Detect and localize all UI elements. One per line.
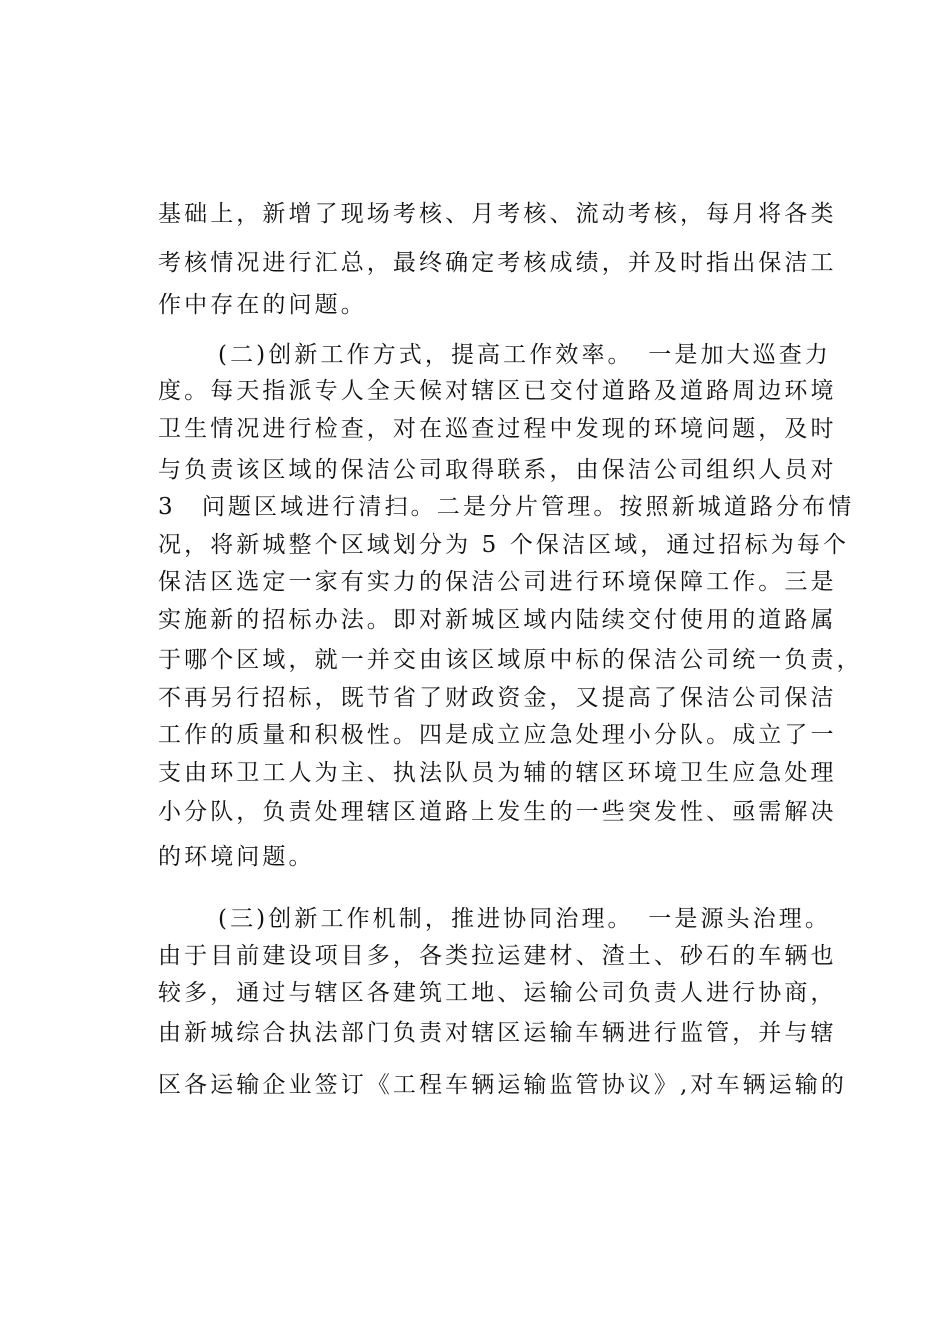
text-line: 保洁区选定一家有实力的保洁公司进行环境保障工作。三是 — [158, 569, 837, 595]
text-line: 3 问题区域进行清扫。二是分片管理。按照新城道路分布情 — [158, 494, 855, 520]
text-line: 不再另行招标，既节省了财政资金，又提高了保洁公司保洁 — [158, 685, 837, 711]
text-line: 考核情况进行汇总，最终确定考核成绩，并及时指出保洁工 — [158, 250, 837, 276]
text-line: 卫生情况进行检查，对在巡查过程中发现的环境问题，及时 — [158, 416, 837, 442]
text-line: 区各运输企业签订《工程车辆运输监管协议》,对车辆运输的 — [158, 1072, 848, 1098]
text-line: 基础上，新增了现场考核、月考核、流动考核，每月将各类 — [158, 201, 837, 227]
text-line: 由新城综合执法部门负责对辖区运输车辆进行监管，并与辖 — [158, 1020, 837, 1046]
text-line: 况，将新城整个区域划分为 5 个保洁区域，通过招标为每个 — [158, 532, 850, 558]
text-line: 实施新的招标办法。即对新城区域内陆续交付使用的道路属 — [158, 607, 837, 633]
text-line: 的环境问题。 — [158, 844, 315, 870]
section-heading-3: (三)创新工作机制，推进协同治理。 一是源头治理。 — [218, 906, 831, 932]
text-line: 作中存在的问题。 — [158, 292, 367, 318]
text-line: 工作的质量和积极性。四是成立应急处理小分队。成立了一 — [158, 722, 837, 748]
text-line: 于哪个区域，就一并交由该区域原中标的保洁公司统一负责， — [158, 647, 863, 673]
text-line: 较多，通过与辖区各建筑工地、运输公司负责人进行协商， — [158, 980, 837, 1006]
section-heading-2: (二)创新工作方式，提高工作效率。 一是加大巡查力 — [218, 342, 831, 368]
text-line: 由于目前建设项目多，各类拉运建材、渣土、砂石的车辆也 — [158, 943, 837, 969]
text-line: 小分队，负责处理辖区道路上发生的一些突发性、亟需解决 — [158, 799, 837, 825]
text-line: 与负责该区域的保洁公司取得联系，由保洁公司组织人员对 — [158, 457, 837, 483]
text-line: 度。每天指派专人全天候对辖区已交付道路及道路周边环境 — [158, 378, 837, 404]
text-line: 支由环卫工人为主、执法队员为辅的辖区环境卫生应急处理 — [158, 760, 837, 786]
